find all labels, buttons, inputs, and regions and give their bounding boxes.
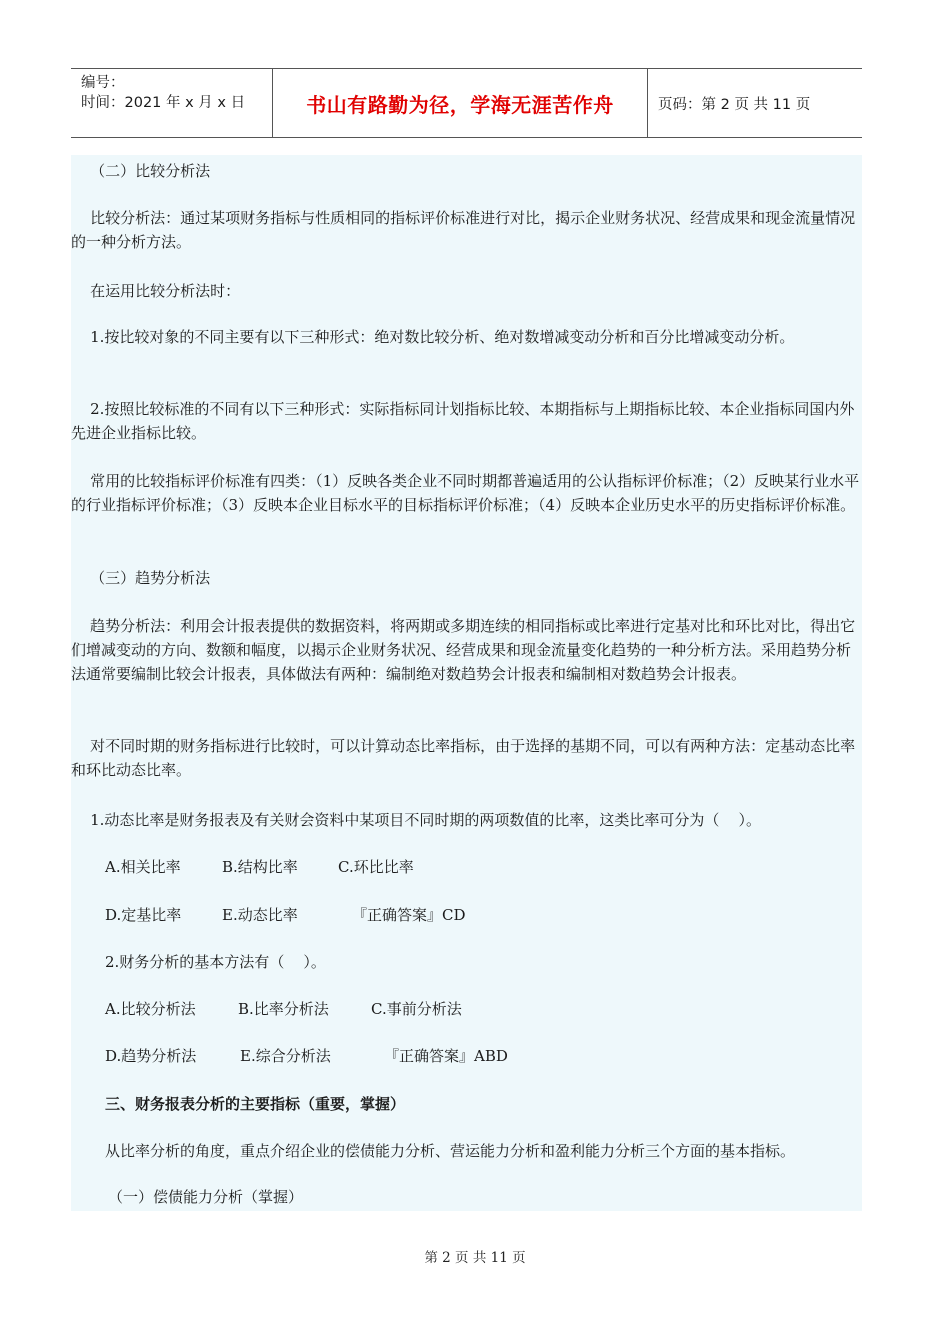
question-1-stem: 1.动态比率是财务报表及有关财会资料中某项目不同时期的两项数值的比率，这类比率可分为（ ）。 (71, 811, 761, 829)
heading-trend-method: （三）趋势分析法 (71, 569, 211, 587)
q2-option-a: A.比较分析法 (105, 1000, 196, 1018)
q1-option-d: D.定基比率 (105, 906, 182, 924)
paragraph-comparison-usage: 在运用比较分析法时： (71, 282, 241, 300)
paragraph-dynamic-ratio: 对不同时期的财务指标进行比较时，可以计算动态比率指标，由于选择的基期不同，可以有两种方法：定基动态比率和环比动态比率。 (71, 737, 856, 779)
header-left-cell (71, 69, 272, 137)
question-2-stem: 2.财务分析的基本方法有（ ）。 (105, 953, 326, 971)
section-intro: 从比率分析的角度，重点介绍企业的偿债能力分析、营运能力分析和盈利能力分析三个方面的基本指标。 (105, 1142, 796, 1160)
paragraph-comparison-standard: 2.按照比较标准的不同有以下三种形式：实际指标同计划指标比较、本期指标与上期指标比较、本企业指标同国内外先进企业指标比较。 (71, 400, 855, 442)
q2-option-d: D.趋势分析法 (105, 1047, 197, 1065)
page-header (71, 68, 862, 138)
document-number-label: 编号： (81, 75, 125, 91)
q2-answer: 『正确答案』ABD (384, 1047, 508, 1065)
paragraph-evaluation-standards: 常用的比较指标评价标准有四类：（1）反映各类企业不同时期都普遍适用的公认指标评价标准；（2）反映某行业水平的行业指标评价标准；（3）反映本企业目标水平的目标指标评价标准；（4）反映本企业历史水平的历史指标评价标准。 (71, 472, 860, 514)
document-body (71, 155, 862, 1211)
subsection-title: （一）偿债能力分析（掌握） (108, 1188, 304, 1206)
header-motto: 书山有路勤为径，学海无涯苦作舟 (272, 69, 648, 137)
page-footer: 第 2 页 共 11 页 (424, 1250, 526, 1266)
q1-option-a: A.相关比率 (105, 858, 181, 876)
q1-answer: 『正确答案』CD (352, 906, 466, 924)
document-time-label: 时间：2021 年 x 月 x 日 (81, 95, 246, 111)
paragraph-trend-definition: 趋势分析法：利用会计报表提供的数据资料，将两期或多期连续的相同指标或比率进行定基对比和环比对比，得出它们增减变动的方向、数额和幅度，以揭示企业财务状况、经营成果和现金流量变化趋势的一种分析方法。采用趋势分析法通常要编制比较会计报表，具体做法有两种：编制绝对数趋势会计报表和编制相对数趋势会计报表。 (71, 617, 856, 683)
q1-option-b: B.结构比率 (222, 858, 298, 876)
paragraph-comparison-definition: 比较分析法：通过某项财务指标与性质相同的指标评价标准进行对比，揭示企业财务状况、经营成果和现金流量情况的一种分析方法。 (71, 209, 856, 251)
q2-option-e: E.综合分析法 (240, 1047, 331, 1065)
q2-option-c: C.事前分析法 (371, 1000, 462, 1018)
header-page-number: 页码：第 2 页 共 11 页 (658, 96, 811, 113)
q1-option-c: C.环比比率 (338, 858, 414, 876)
q2-option-b: B.比率分析法 (238, 1000, 329, 1018)
section-title: 三、财务报表分析的主要指标（重要，掌握） (105, 1095, 406, 1113)
q1-option-e: E.动态比率 (222, 906, 298, 924)
paragraph-comparison-object: 1.按比较对象的不同主要有以下三种形式：绝对数比较分析、绝对数增减变动分析和百分比增减变动分析。 (71, 328, 795, 346)
heading-comparison-method: （二）比较分析法 (71, 162, 211, 180)
